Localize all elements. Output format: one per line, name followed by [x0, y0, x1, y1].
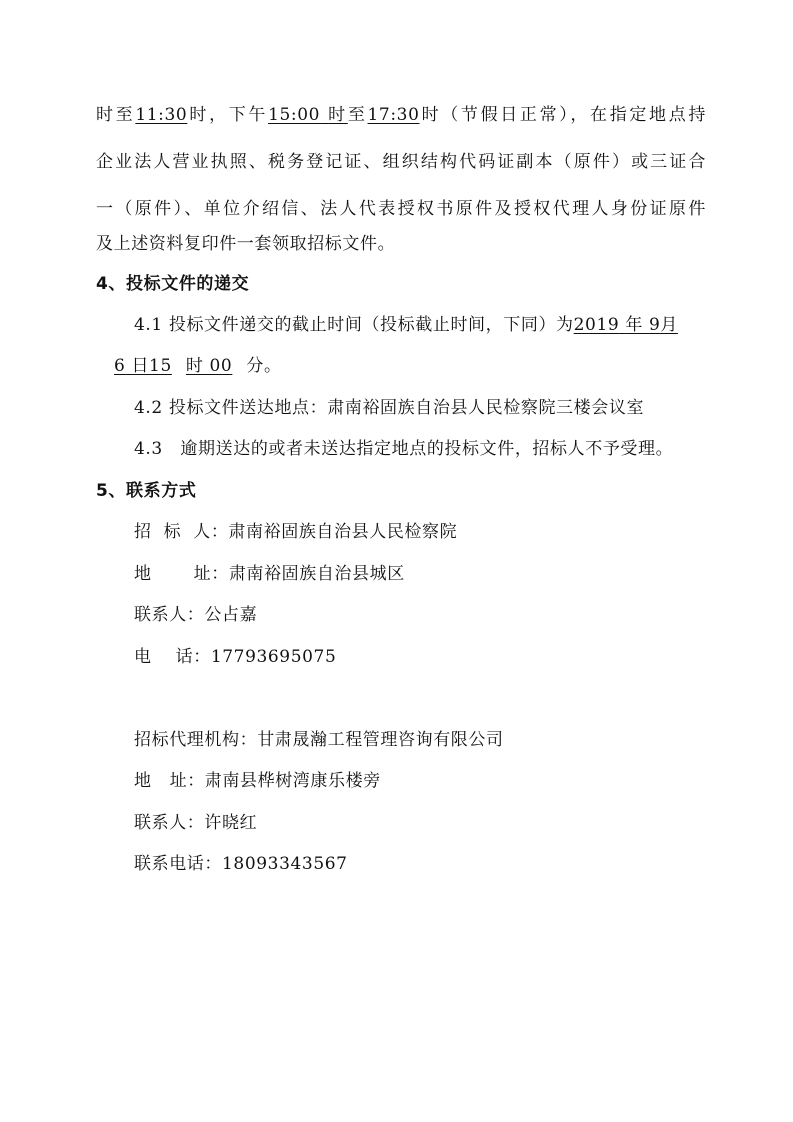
- section4-p42: 4.2 投标文件送达地点：肃南裕固族自治县人民检察院三楼会议室: [134, 398, 645, 418]
- para1-line2: 企业法人营业执照、税务登记证、组织结构代码证副本（原件）或三证合: [96, 152, 706, 172]
- section5-heading: 5、联系方式: [96, 481, 197, 501]
- contact1: 联系人：公占嘉: [134, 605, 258, 625]
- section4-p41-line2: [114, 356, 724, 376]
- deadline-underline: [574, 315, 678, 335]
- phone1: 电 话：17793695075: [134, 647, 337, 667]
- text: 分。: [246, 356, 282, 376]
- text: 时: [328, 105, 348, 125]
- text: 时（节假日正常），在指定地点持: [419, 105, 706, 125]
- section4-p43: 4.3 逾期送达的或者未送达指定地点的投标文件，招标人不予受理。: [134, 439, 674, 459]
- time-1500: 15:00: [268, 105, 321, 125]
- section4-heading: 4、投标文件的递交: [96, 274, 250, 294]
- minute: 00: [209, 356, 233, 376]
- hour: 15: [149, 356, 172, 376]
- text: 4.1 投标文件递交的截止时间（投标截止时间，下同）为: [134, 315, 574, 335]
- text: 日: [131, 356, 150, 376]
- time-1130: 11:30: [135, 105, 188, 125]
- text: 月: [660, 315, 678, 335]
- text: 年: [625, 315, 643, 335]
- section4-p41-line1: [134, 315, 706, 335]
- deadline-underline-2: [114, 356, 246, 376]
- contact2: 联系人：许晓红: [134, 813, 258, 833]
- phone2: 联系电话：18093343567: [134, 854, 348, 874]
- agency: 招标代理机构：甘肃晟瀚工程管理咨询有限公司: [134, 730, 504, 750]
- year: 2019: [573, 315, 620, 335]
- time-1500-underlined: [268, 105, 348, 125]
- para1-line4: 及上述资料复印件一套领取招标文件。: [96, 234, 396, 254]
- time-1730: 17:30: [367, 105, 420, 125]
- address1: 地 址：肃南裕固族自治县城区: [134, 564, 405, 584]
- text: 时: [185, 356, 204, 376]
- address2: 地 址：肃南县桦树湾康乐楼旁: [134, 771, 381, 791]
- text: 至: [347, 105, 368, 125]
- text: 时，下午: [187, 105, 269, 125]
- day: 6: [114, 356, 126, 376]
- tenderer: 招 标 人：肃南裕固族自治县人民检察院: [134, 522, 458, 542]
- text: 时至: [96, 105, 136, 125]
- para1-line3: 一（原件）、单位介绍信、法人代表授权书原件及授权代理人身份证原件: [96, 199, 706, 219]
- month: 9: [648, 315, 661, 335]
- para1-line1: [96, 105, 706, 125]
